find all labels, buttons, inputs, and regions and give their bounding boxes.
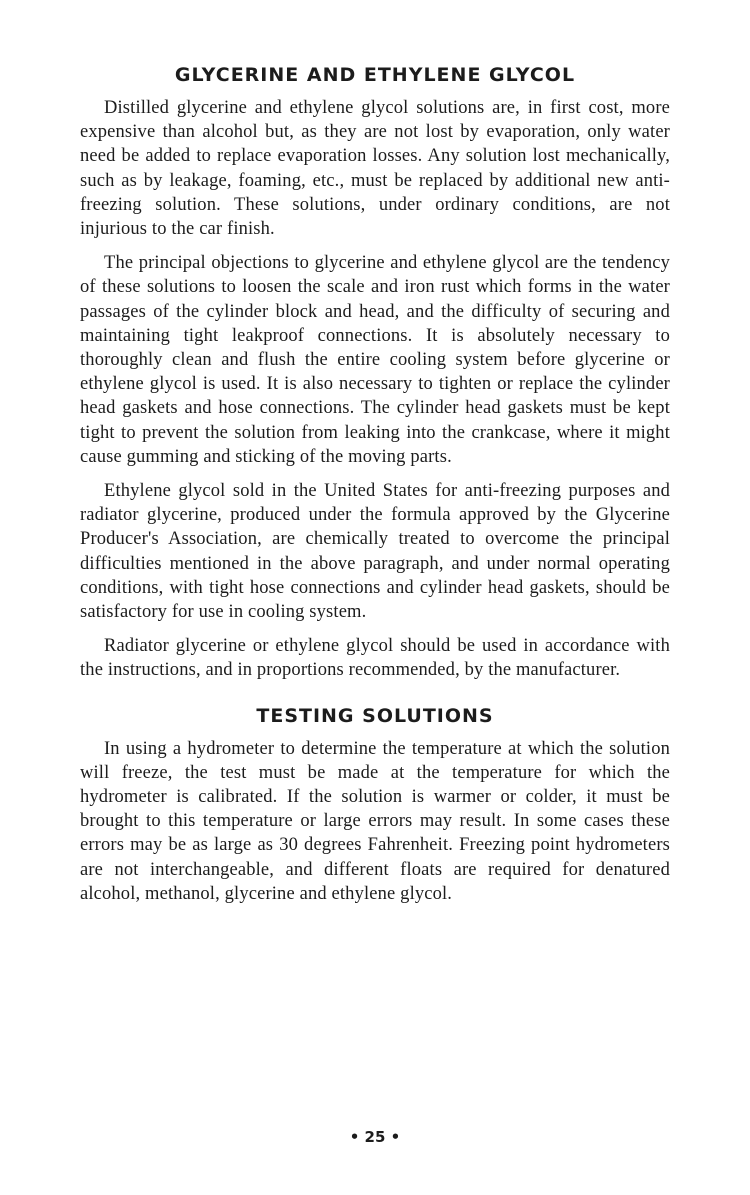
paragraph: In using a hydrometer to determine the temperature at which the solution will freeze, the test must be made at the temperature for which the hydrometer is calibrated. If the solution is warmer or colder, it must be brought to this temperature or large errors may result. In some cases these errors may be as large as 30 degrees Fahrenheit. Freezing point hydrometers are not interchangeable, and different floats are required for denatured alcohol, methanol, glycerine and ethylene glycol. <box>80 738 670 904</box>
section-heading-glycerine: GLYCERINE AND ETHYLENE GLYCOL <box>174 64 576 86</box>
section-heading-testing-solutions: TESTING SOLUTIONS <box>256 704 494 727</box>
paragraph: Ethylene glycol sold in the United States for anti-freezing purposes and radiator glycerine, produced under the formula approved by the Glycerine Producer's Association, are chemically treated to overcome the principal difficulties mentioned in the above paragraph, and under normal operating conditions, with tight hose connections and cylinder head gaskets, should be satisfactory for use in cooling system. <box>80 481 670 623</box>
paragraph: Radiator glycerine or ethylene glycol should be used in accordance with the instructions, and in proportions recommended, by the manufacturer. <box>80 636 670 681</box>
paragraph: The principal objections to glycerine and ethylene glycol are the tendency of these solutions to loosen the scale and iron rust which forms in the water passages of the cylinder block and head, and the difficulty of securing and maintaining tight leakproof connections. It is absolutely necessary to thoroughly clean and flush the entire cooling system before glycerine or ethylene glycol is used. It is also necessary to tighten or replace the cylinder head gaskets and hose connections. The cylinder head gaskets must be kept tight to prevent the solution from leaking into the crankcase, where it might cause gumming and sticking of the moving parts. <box>80 253 670 467</box>
page-body <box>80 62 670 916</box>
paragraph: Distilled glycerine and ethylene glycol solutions are, in first cost, more expensive than alcohol but, as they are not lost by evaporation, only water need be added to replace evaporation losses. Any solution lost mechanically, such as by leakage, foaming, etc., must be replaced by additional new anti-freezing solution. These solutions, under ordinary conditions, are not injurious to the car finish. <box>80 98 670 240</box>
page-number: • 25 • <box>349 1128 401 1146</box>
